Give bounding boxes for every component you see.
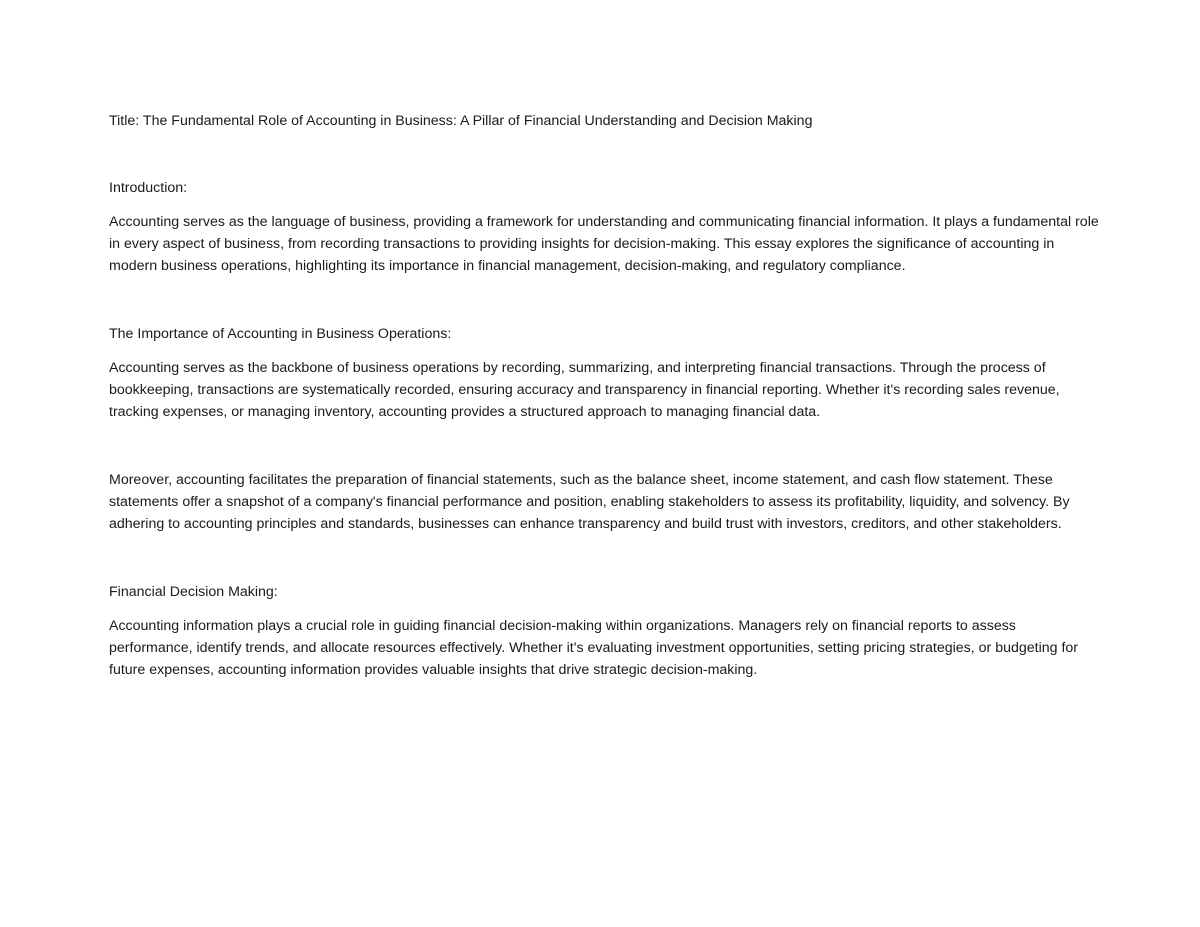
- paragraph-introduction: Accounting serves as the language of business, providing a framework for understanding and communicating financial information. It plays a fundamental role in every aspect of business, from recording transactions to providing insights for decision-making. This essay explores the significance of accounting in modern business operations, highlighting its importance in financial management, decision-making, and regulatory compliance.: [109, 214, 1099, 274]
- paragraph-importance-1: Accounting serves as the backbone of business operations by recording, summarizing, and interpreting financial transactions. Through the process of bookkeeping, transactions are systematically recorded, ensuring accuracy and transparency in financial reporting. Whether it's recording sales revenue, tracking expenses, or managing inventory, accounting provides a structured approach to managing financial data.: [109, 360, 1060, 420]
- document-title: Title: The Fundamental Role of Accounting in Business: A Pillar of Financial Understanding and Decision Making: [109, 113, 813, 129]
- paragraph-decision-making: Accounting information plays a crucial role in guiding financial decision-making within organizations. Managers rely on financial reports to assess performance, identify trends, and allocate resources effectively. Whether it's evaluating investment opportunities, setting pricing strategies, or budgeting for future expenses, accounting information provides valuable insights that drive strategic decision-making.: [109, 618, 1079, 678]
- section-heading-introduction: Introduction:: [109, 180, 188, 196]
- section-heading-decision-making: Financial Decision Making:: [109, 584, 278, 600]
- paragraph-importance-2: Moreover, accounting facilitates the preparation of financial statements, such as the balance sheet, income statement, and cash flow statement. These statements offer a snapshot of a company's financial performance and position, enabling stakeholders to assess its profitability, liquidity, and solvency. By adhering to accounting principles and standards, businesses can enhance transparency and build trust with investors, creditors, and other stakeholders.: [109, 472, 1070, 532]
- section-heading-importance: The Importance of Accounting in Business Operations:: [109, 326, 452, 342]
- document-body: [109, 110, 1099, 727]
